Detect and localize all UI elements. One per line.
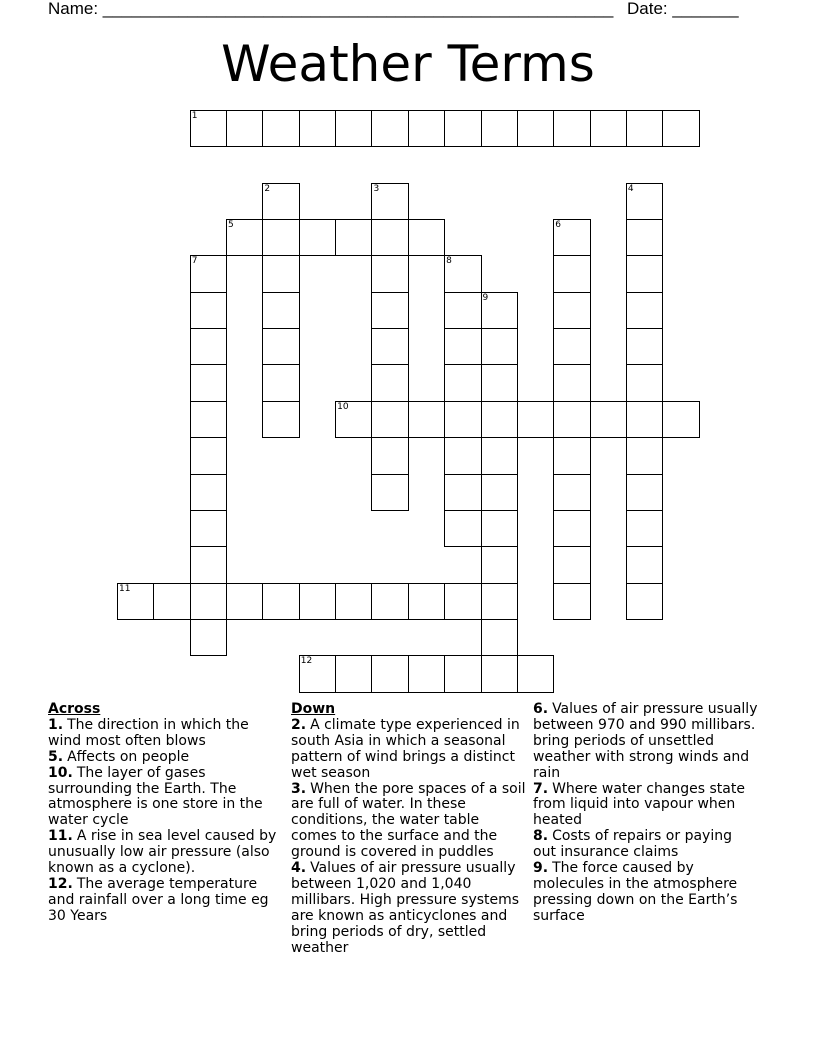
crossword-cell[interactable] [190,474,227,511]
clue-item [533,782,758,830]
clue-text: The average temperature and rainfall over a long time eg 30 Years [48,875,269,924]
crossword-cell[interactable] [444,655,481,692]
clue-text: Affects on people [67,748,190,765]
clue-number: 7. [533,780,549,797]
date-field-label: Date: _______ [627,0,739,18]
clue-number: 9. [533,860,549,877]
crossword-cell[interactable] [481,474,518,511]
crossword-cell[interactable] [335,583,372,620]
crossword-cell[interactable] [371,474,408,511]
crossword-cell[interactable] [335,401,372,438]
crossword-cell[interactable] [481,546,518,583]
crossword-cell[interactable] [662,401,699,438]
clue-text: The direction in which the wind most often blows [48,716,249,749]
crossword-cell[interactable] [444,583,481,620]
crossword-cell[interactable] [481,437,518,474]
crossword-cell[interactable] [444,474,481,511]
crossword-cell[interactable] [444,292,481,329]
crossword-cell[interactable] [553,583,590,620]
clue-item [48,829,278,877]
crossword-cell[interactable] [262,255,299,292]
across-heading: Across [48,701,101,717]
name-field-label: Name: ______________________________________________________ [48,0,614,18]
crossword-cell[interactable] [481,401,518,438]
crossword-cell[interactable] [444,364,481,401]
crossword-cell[interactable] [226,110,263,147]
crossword-cell[interactable] [262,183,299,220]
crossword-cell[interactable] [481,510,518,547]
crossword-cell[interactable] [190,401,227,438]
crossword-cell[interactable] [408,110,445,147]
crossword-cell[interactable] [262,583,299,620]
crossword-cell[interactable] [590,401,627,438]
crossword-cell[interactable] [517,401,554,438]
crossword-cell[interactable] [626,474,663,511]
clue-item [48,718,278,750]
clue-text: Values of air pressure usually between 970 and 990 millibars. bring periods of unsettled weather with strong winds and rain [533,701,758,781]
crossword-cell[interactable] [626,546,663,583]
clue-number-label: 11 [119,583,131,594]
crossword-cell[interactable] [262,328,299,365]
crossword-cell[interactable] [553,292,590,329]
down-clues-continued [533,702,758,925]
crossword-cell[interactable] [371,328,408,365]
crossword-cell[interactable] [190,510,227,547]
crossword-cell[interactable] [371,437,408,474]
crossword-cell[interactable] [626,110,663,147]
clue-number: 4. [291,860,307,877]
crossword-cell[interactable] [626,364,663,401]
crossword-cell[interactable] [371,183,408,220]
crossword-cell[interactable] [553,219,590,256]
crossword-cell[interactable] [626,183,663,220]
clue-number: 8. [533,828,549,845]
clue-number: 1. [48,716,64,733]
clue-text: A climate type experienced in south Asia in which a seasonal pattern of wind brings a distinct wet season [291,716,520,781]
crossword-cell[interactable] [626,292,663,329]
crossword-cell[interactable] [662,110,699,147]
crossword-cell[interactable] [371,292,408,329]
clue-number: 5. [48,748,64,765]
down-clues [291,702,527,957]
crossword-cell[interactable] [444,255,481,292]
crossword-cell[interactable] [444,510,481,547]
clue-number: 10. [48,764,73,781]
crossword-cell[interactable] [299,219,336,256]
crossword-cell[interactable] [299,655,336,692]
clue-item [533,829,758,861]
crossword-cell[interactable] [262,364,299,401]
crossword-cell[interactable] [335,110,372,147]
page-title: Weather Terms [221,35,595,93]
crossword-cell[interactable] [226,583,263,620]
crossword-cell[interactable] [153,583,190,620]
crossword-cell[interactable] [371,364,408,401]
clue-text: The layer of gases surrounding the Earth. The atmosphere is one store in the water cycle [48,764,263,829]
clue-item [533,861,758,925]
crossword-cell[interactable] [553,474,590,511]
clue-text: Costs of repairs or paying out insurance claims [533,828,732,861]
clue-number-label: 6 [555,220,561,231]
clue-text: Values of air pressure usually between 1,020 and 1,040 millibars. High pressure systems are known as anticyclones and bring periods of dry, settled weather [291,860,520,956]
crossword-cell[interactable] [408,219,445,256]
clue-number-label: 2 [264,183,271,194]
crossword-cell[interactable] [481,583,518,620]
clue-number-label: 4 [627,183,634,194]
crossword-cell[interactable] [481,328,518,365]
crossword-cell[interactable] [553,546,590,583]
clue-number-label: 12 [300,656,313,667]
crossword-cell[interactable] [190,110,227,147]
crossword-cell[interactable] [553,255,590,292]
crossword-cell[interactable] [626,255,663,292]
clue-number: 2. [291,716,307,733]
crossword-cell[interactable] [444,328,481,365]
crossword-cell[interactable] [444,437,481,474]
crossword-cell[interactable] [553,437,590,474]
crossword-cell[interactable] [553,401,590,438]
crossword-cell[interactable] [408,401,445,438]
crossword-cell[interactable] [626,583,663,620]
crossword-cell[interactable] [626,510,663,547]
crossword-cell[interactable] [481,655,518,692]
crossword-cell[interactable] [335,655,372,692]
crossword-cell[interactable] [626,437,663,474]
clue-number-label: 10 [337,401,349,412]
down-heading: Down [291,701,336,717]
clue-text: A rise in sea level caused by unusually low air pressure (also known as a cyclone). [48,828,277,877]
crossword-cell[interactable] [444,401,481,438]
crossword-cell[interactable] [371,401,408,438]
clue-number-label: 7 [191,256,198,267]
crossword-cell[interactable] [626,328,663,365]
clue-number-label: 1 [191,111,198,121]
crossword-cell[interactable] [481,292,518,329]
clue-number-label: 3 [373,183,380,194]
clue-number: 3. [291,780,307,797]
crossword-cell[interactable] [626,219,663,256]
crossword-cell[interactable] [553,328,590,365]
crossword-cell[interactable] [262,110,299,147]
crossword-cell[interactable] [517,110,554,147]
clue-item [533,702,758,782]
clue-number: 12. [48,875,73,892]
clue-text: When the pore spaces of a soil are full of water. In these conditions, the water table comes to the surface and the ground is covered in puddles [291,780,526,861]
crossword-cell[interactable] [190,619,227,656]
crossword-cell[interactable] [481,110,518,147]
clue-number: 6. [533,701,549,717]
crossword-cell[interactable] [371,219,408,256]
crossword-cell[interactable] [226,219,263,256]
crossword-cell[interactable] [481,619,518,656]
crossword-cell[interactable] [262,401,299,438]
crossword-cell[interactable] [190,583,227,620]
clue-text: The force caused by molecules in the atmosphere pressing down on the Earth’s surface [533,860,738,924]
clue-item [291,718,527,782]
crossword-cell[interactable] [371,255,408,292]
across-clues [48,702,278,925]
crossword-cell[interactable] [517,655,554,692]
crossword-cell[interactable] [262,292,299,329]
clue-number-label: 8 [446,256,452,267]
clue-text: Where water changes state from liquid into vapour when heated [533,780,745,829]
clue-item [291,782,527,862]
crossword-cell[interactable] [553,510,590,547]
crossword-cell[interactable] [190,255,227,292]
crossword-cell[interactable] [371,583,408,620]
crossword-cell[interactable] [371,110,408,147]
header [48,0,748,20]
crossword-cell[interactable] [626,401,663,438]
crossword-cell[interactable] [590,110,627,147]
clue-number: 11. [48,828,73,845]
crossword-cell[interactable] [117,583,154,620]
clue-number-label: 5 [228,220,234,231]
crossword-cell[interactable] [553,110,590,147]
crossword-cell[interactable] [408,583,445,620]
clue-item [48,750,278,766]
clue-item [291,861,527,956]
crossword-cell[interactable] [335,219,372,256]
crossword-cell[interactable] [190,328,227,365]
clue-item [48,766,278,830]
crossword-cell[interactable] [408,655,445,692]
clue-number-label: 9 [482,292,489,303]
crossword-cell[interactable] [444,110,481,147]
crossword-cell[interactable] [190,546,227,583]
clue-item [48,877,278,925]
crossword-cell[interactable] [481,364,518,401]
crossword-cell[interactable] [553,364,590,401]
crossword-cell[interactable] [262,219,299,256]
crossword-cell[interactable] [371,655,408,692]
crossword-cell[interactable] [190,292,227,329]
crossword-cell[interactable] [190,437,227,474]
crossword-cell[interactable] [299,583,336,620]
crossword-cell[interactable] [299,110,336,147]
crossword-cell[interactable] [190,364,227,401]
